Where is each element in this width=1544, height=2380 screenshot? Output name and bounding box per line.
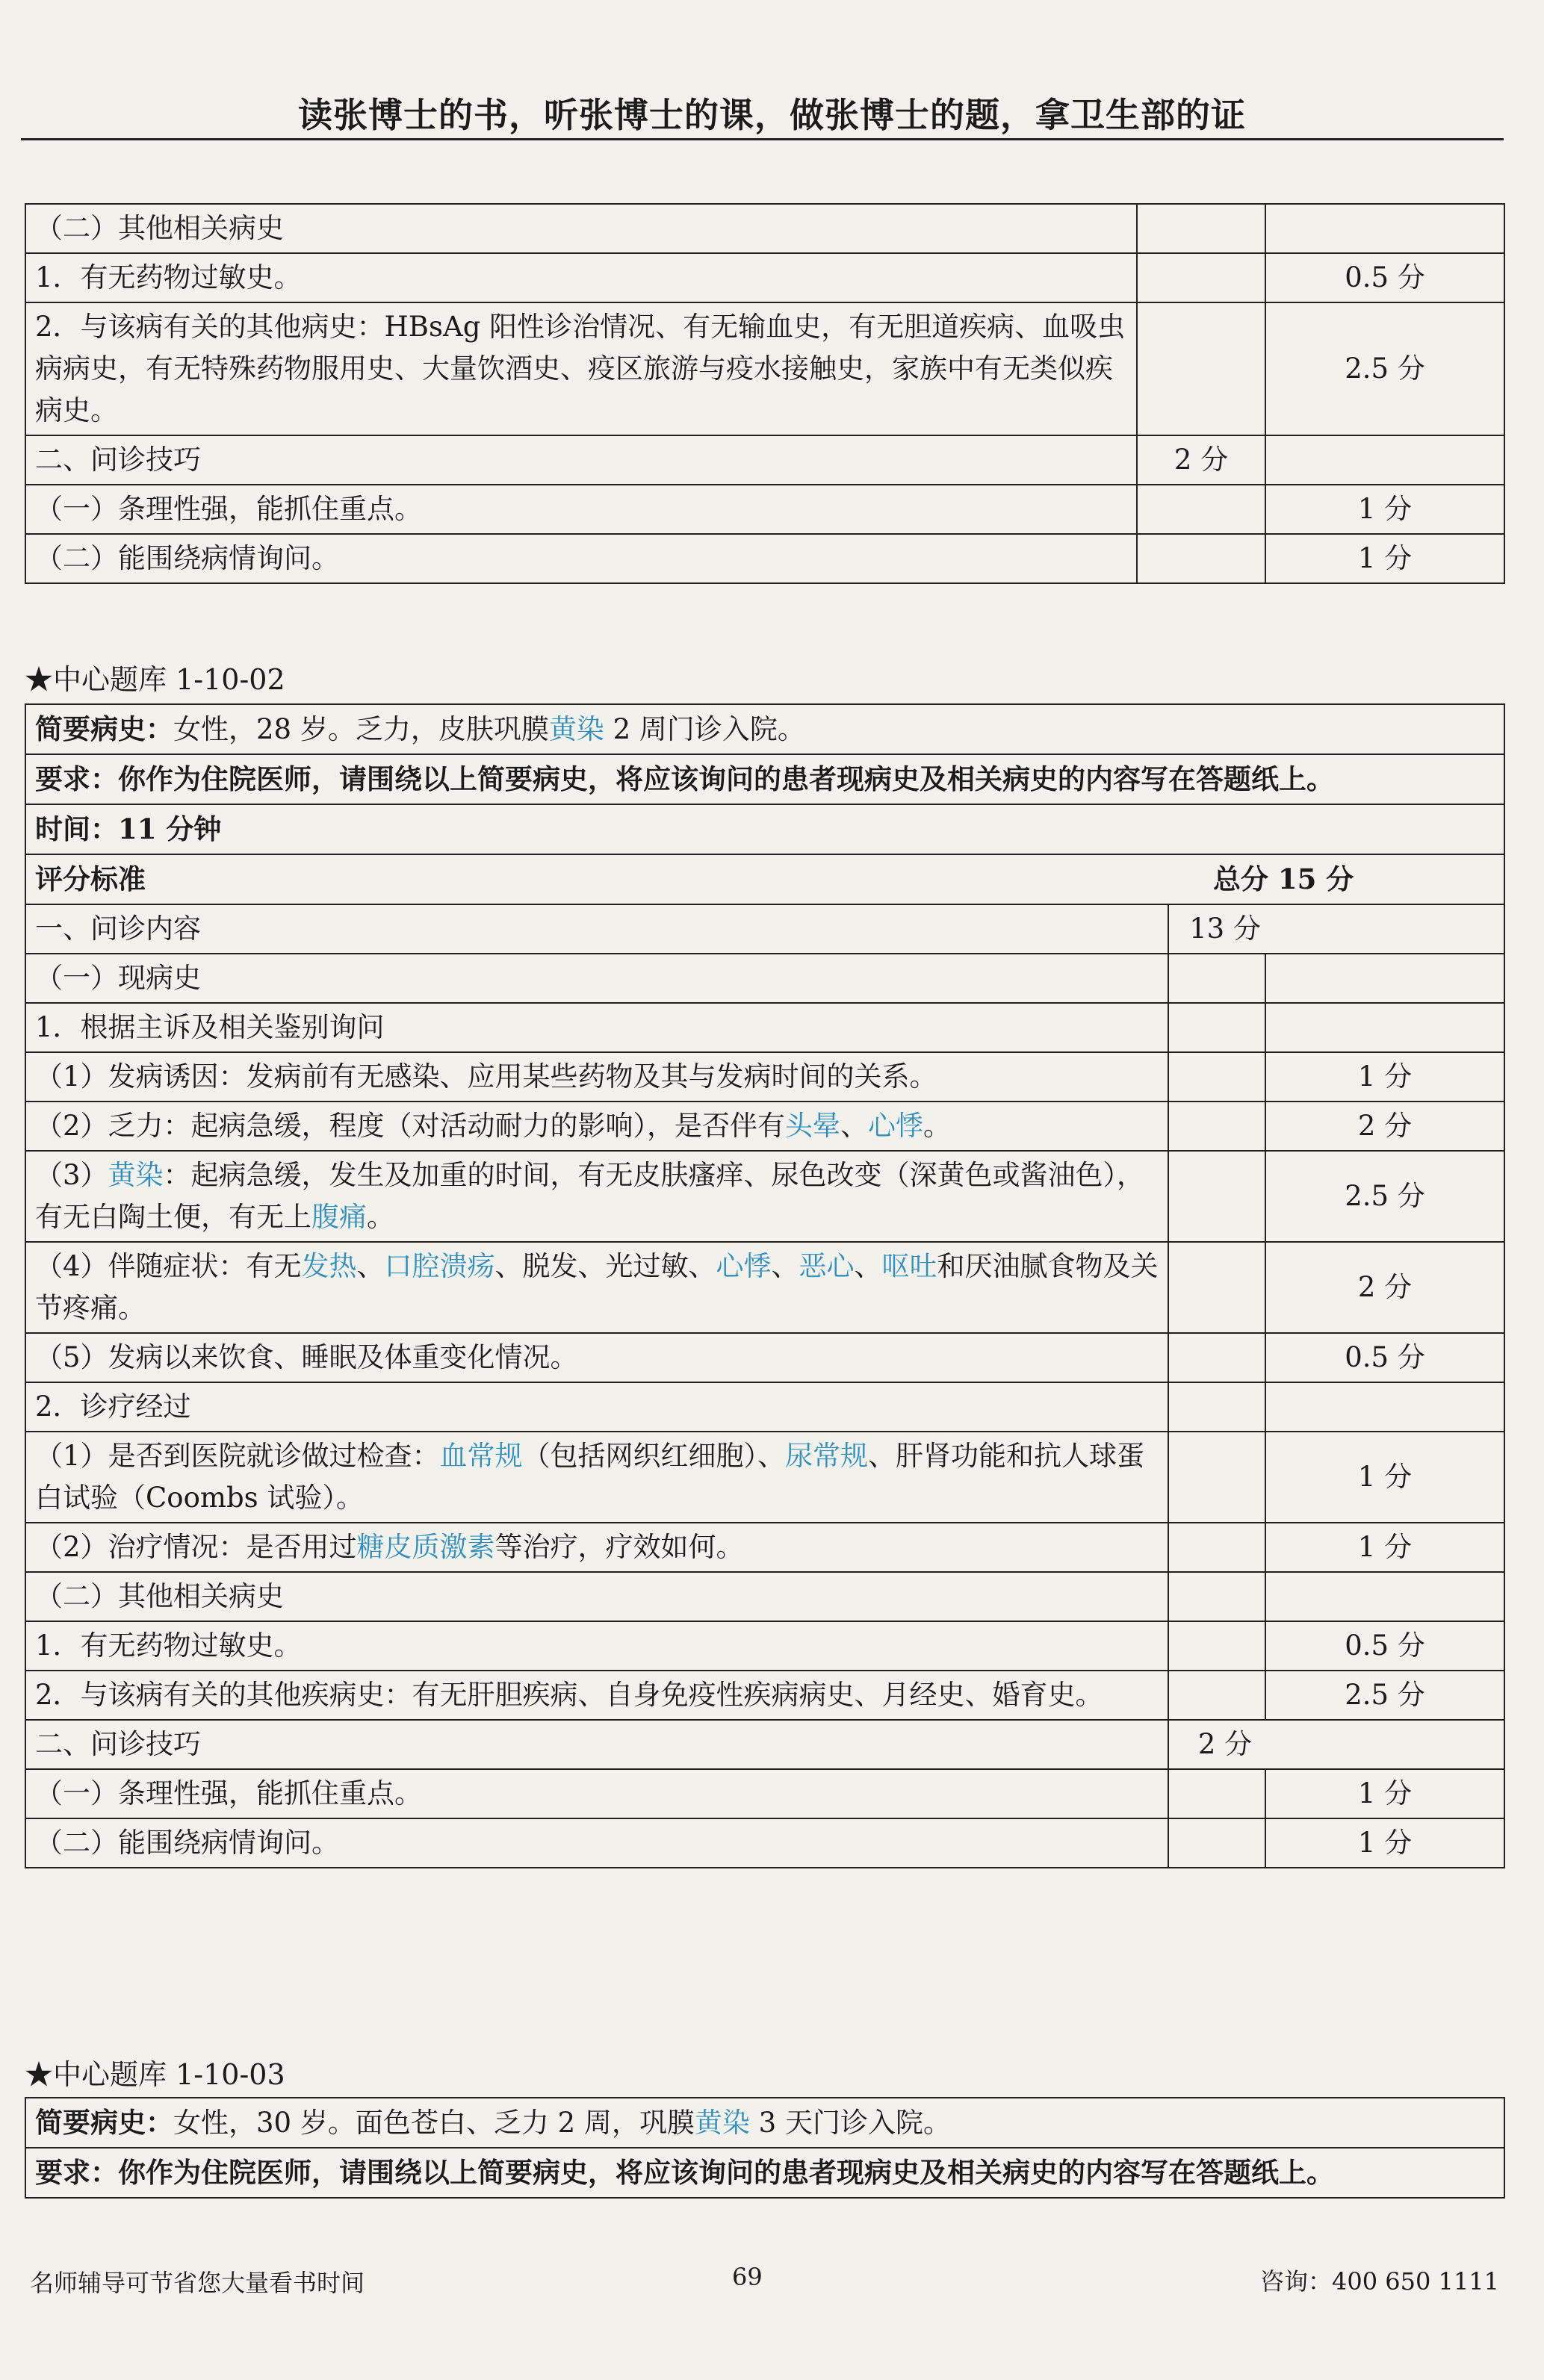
brief-history: 简要病史：女性，30 岁。面色苍白、乏力 2 周，巩膜黄染 3 天门诊入院。 [25, 2098, 1504, 2148]
footer-slogan: 名师辅导可节省您大量看书时间 [30, 2269, 365, 2297]
row-score: 2.5 分 [1265, 302, 1504, 435]
row-score: 2.5 分 [1265, 1151, 1504, 1242]
keyword: 糖皮质激素 [356, 1531, 495, 1563]
row-score: 0.5 分 [1265, 253, 1504, 302]
row-text: （一）条理性强，能抓住重点。 [25, 485, 1137, 534]
table-row: （一）条理性强，能抓住重点。 1 分 [25, 1769, 1504, 1818]
row-score: 2 分 [1265, 1242, 1504, 1333]
keyword: 呕吐 [881, 1250, 937, 1282]
table-row: 2．诊疗经过 [25, 1382, 1504, 1432]
table-row: 2．与该病有关的其他疾病史：有无肝胆疾病、自身免疫性疾病病史、月经史、婚育史。 2.5 分 [25, 1671, 1504, 1720]
table-row [25, 435, 1504, 485]
case-title: ★中心题库 1-10-03 [25, 2058, 285, 2091]
row-score: 2.5 分 [1265, 1671, 1504, 1720]
keyword: 黄染 [548, 713, 604, 745]
table-row [25, 754, 1504, 804]
row-score: 1 分 [1265, 485, 1504, 534]
row-text: 二、问诊技巧 [25, 435, 1137, 485]
row-score: 1 分 [1265, 1523, 1504, 1572]
table-row: 一、问诊内容 13 分 [25, 904, 1504, 954]
row-score: 1 分 [1265, 1769, 1504, 1818]
keyword: 尿常规 [785, 1440, 869, 1472]
table-row [25, 534, 1504, 583]
keyword: 头晕 [785, 1110, 841, 1142]
brief-history: 简要病史：女性，28 岁。乏力，皮肤巩膜黄染 2 周门诊入院。 [25, 704, 1504, 754]
page-header-title: 读张博士的书，听张博士的课，做张博士的题，拿卫生部的证 [298, 95, 1246, 135]
table-row: （2）治疗情况：是否用过糖皮质激素等治疗，疗效如何。 1 分 [25, 1523, 1504, 1572]
time-limit: 时间：11 分钟 [25, 804, 1504, 854]
row-text: 2．与该病有关的其他病史：HBsAg 阳性诊治情况、有无输血史，有无胆道疾病、血吸虫病病史，有无特殊药物服用史、大量饮酒史、疫区旅游与疫水接触史，家族中有无类似疾病史。 [25, 302, 1137, 435]
table-row: 二、问诊技巧 2 分 [25, 1720, 1504, 1769]
table-row: （一）现病史 [25, 954, 1504, 1003]
table-row: （1）发病诱因：发病前有无感染、应用某些药物及其与发病时间的关系。 1 分 [25, 1052, 1504, 1102]
scoring-table-continued [25, 203, 1505, 584]
table-row: 1．有无药物过敏史。 0.5 分 [25, 1621, 1504, 1671]
table-row: （4）伴随症状：有无发热、口腔溃疡、脱发、光过敏、心悸、恶心、呕吐和厌油腻食物及关节疼痛。 2 分 [25, 1242, 1504, 1333]
keyword: 恶心 [799, 1250, 855, 1282]
requirement: 要求：你作为住院医师，请围绕以上简要病史，将应该询问的患者现病史及相关病史的内容写在答题纸上。 [25, 754, 1504, 804]
table-row [25, 485, 1504, 534]
table-row: （5）发病以来饮食、睡眠及体重变化情况。 0.5 分 [25, 1333, 1504, 1382]
footer-contact: 咨询：400 650 1111 [1260, 2267, 1499, 2296]
table-row: （2）乏力：起病急缓，程度（对活动耐力的影响），是否伴有头晕、心悸。 2 分 [25, 1102, 1504, 1151]
case-2-table [25, 703, 1505, 1868]
row-score: 1 分 [1265, 1432, 1504, 1523]
table-row [25, 854, 1504, 904]
keyword: 发热 [301, 1250, 357, 1282]
row-text: （二）其他相关病史 [25, 204, 1137, 253]
keyword: 口腔溃疡 [384, 1250, 495, 1282]
row-text: （二）能围绕病情询问。 [25, 534, 1137, 583]
total-score: 总分 15 分 [1265, 854, 1504, 904]
row-score: 1 分 [1265, 534, 1504, 583]
table-row [25, 253, 1504, 302]
table-row [25, 2098, 1504, 2148]
table-row: （1）是否到医院就诊做过检查：血常规（包括网织红细胞）、尿常规、肝肾功能和抗人球蛋白试验（Coombs 试验）。 1 分 [25, 1432, 1504, 1523]
row-score: 0.5 分 [1265, 1333, 1504, 1382]
table-row [25, 2148, 1504, 2198]
criteria-label: 评分标准 [25, 854, 1265, 904]
keyword: 腹痛 [311, 1201, 367, 1233]
row-subtotal: 2 分 [1137, 435, 1265, 485]
row-score: 1 分 [1265, 1818, 1504, 1868]
row-score: 2 分 [1265, 1102, 1504, 1151]
row-score: 0.5 分 [1265, 1621, 1504, 1671]
table-row: （3）黄染：起病急缓，发生及加重的时间，有无皮肤瘙痒、尿色改变（深黄色或酱油色），有无白陶土便，有无上腹痛。 2.5 分 [25, 1151, 1504, 1242]
keyword: 黄染 [108, 1159, 164, 1191]
keyword: 黄染 [694, 2107, 750, 2139]
row-score: 1 分 [1265, 1052, 1504, 1102]
row-subtotal: 13 分 [1189, 913, 1261, 945]
keyword: 心悸 [716, 1250, 772, 1282]
row-text: 1．有无药物过敏史。 [25, 253, 1137, 302]
keyword: 心悸 [868, 1110, 924, 1142]
table-row [25, 704, 1504, 754]
table-row [25, 804, 1504, 854]
row-subtotal: 2 分 [1197, 1728, 1253, 1760]
header-rule [21, 138, 1504, 140]
table-row [25, 204, 1504, 253]
table-row: 1．根据主诉及相关鉴别询问 [25, 1003, 1504, 1052]
keyword: 血常规 [439, 1440, 523, 1472]
table-row: （二）其他相关病史 [25, 1572, 1504, 1621]
table-row: （二）能围绕病情询问。 1 分 [25, 1818, 1504, 1868]
requirement: 要求：你作为住院医师，请围绕以上简要病史，将应该询问的患者现病史及相关病史的内容写在答题纸上。 [25, 2148, 1504, 2198]
case-3-table [25, 2097, 1505, 2199]
table-row [25, 302, 1504, 435]
page-number: 69 [732, 2263, 763, 2291]
case-title: ★中心题库 1-10-02 [25, 663, 285, 696]
